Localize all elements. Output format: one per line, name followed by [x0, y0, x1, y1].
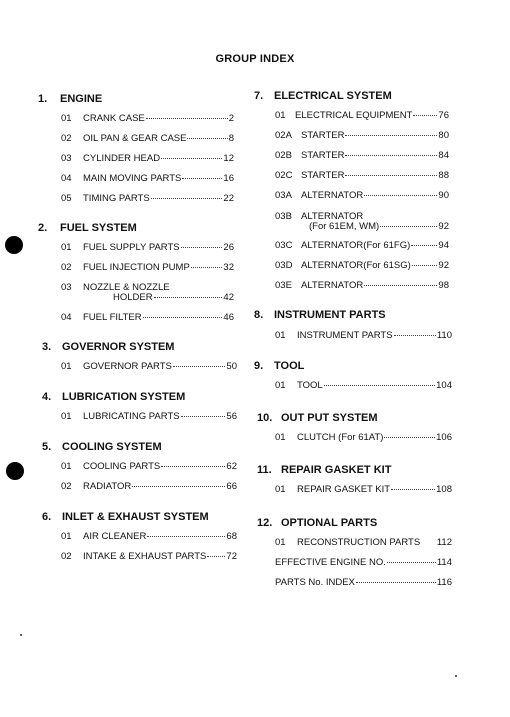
speck-mark — [455, 675, 457, 677]
index-entry-line2[interactable]: HOLDER 42 — [113, 292, 234, 303]
index-entry[interactable]: PARTS No. INDEX 116 — [275, 577, 452, 588]
section-heading: 6. INLET & EXHAUST SYSTEM — [42, 511, 209, 523]
index-entry[interactable]: 03 CYLINDER HEAD 12 — [61, 153, 234, 164]
index-entry[interactable]: 02 OIL PAN & GEAR CASE 8 — [61, 133, 234, 144]
index-entry[interactable]: 01 RECONSTRUCTION PARTS 112 — [275, 537, 452, 548]
index-entry[interactable]: 01 CLUTCH (For 61AT) 106 — [275, 432, 452, 443]
index-entry[interactable]: 03C ALTERNATOR(For 61FG) 94 — [275, 240, 449, 251]
index-entry[interactable]: 03E ALTERNATOR 98 — [275, 280, 449, 291]
index-entry[interactable]: 02 RADIATOR 66 — [61, 481, 237, 492]
section-heading: 2. FUEL SYSTEM — [38, 222, 137, 234]
index-entry[interactable]: 02 FUEL INJECTION PUMP 32 — [61, 262, 234, 273]
index-entry[interactable]: 05 TIMING PARTS 22 — [61, 193, 234, 204]
index-entry[interactable]: 01 TOOL 104 — [275, 380, 452, 391]
binder-hole-bottom — [6, 462, 24, 480]
index-entry[interactable]: 02B STARTER 84 — [275, 150, 449, 161]
index-entry[interactable]: 04 FUEL FILTER 46 — [61, 312, 234, 323]
index-entry[interactable]: 01 AIR CLEANER 68 — [61, 531, 237, 542]
index-entry[interactable]: 01 GOVERNOR PARTS 50 — [61, 361, 237, 372]
index-entry[interactable]: 01 CRANK CASE 2 — [61, 113, 234, 124]
section-heading: 12. OPTIONAL PARTS — [257, 517, 378, 529]
index-entry[interactable]: 01 COOLING PARTS 62 — [61, 461, 237, 472]
index-entry[interactable]: 03A ALTERNATOR 90 — [275, 190, 449, 201]
index-entry[interactable]: 01 REPAIR GASKET KIT 108 — [275, 484, 452, 495]
index-entry[interactable]: 04 MAIN MOVING PARTS 16 — [61, 173, 234, 184]
section-heading: 7. ELECTRICAL SYSTEM — [254, 90, 392, 102]
index-entry[interactable]: 02A STARTER 80 — [275, 130, 449, 141]
index-entry[interactable]: 01 LUBRICATING PARTS 56 — [61, 411, 237, 422]
index-entry-line2[interactable]: (For 61EM, WM) 92 — [309, 221, 449, 232]
index-entry-line1[interactable]: 03 NOZZLE & NOZZLE — [61, 282, 170, 293]
index-entry[interactable]: 01 ELECTRICAL EQUIPMENT 76 — [275, 110, 449, 121]
page-title: GROUP INDEX — [215, 53, 295, 65]
section-heading: 9. TOOL — [254, 360, 305, 372]
index-entry-line1[interactable]: 03B ALTERNATOR — [275, 211, 364, 222]
index-entry[interactable]: 02C STARTER 88 — [275, 170, 449, 181]
index-entry[interactable]: 03D ALTERNATOR(For 61SG) 92 — [275, 260, 449, 271]
section-heading: 10. OUT PUT SYSTEM — [257, 412, 378, 424]
index-entry[interactable]: 02 INTAKE & EXHAUST PARTS 72 — [61, 551, 237, 562]
section-heading: 11. REPAIR GASKET KIT — [257, 464, 392, 476]
index-entry[interactable]: EFFECTIVE ENGINE NO. 114 — [275, 557, 452, 568]
section-heading: 8. INSTRUMENT PARTS — [254, 309, 386, 321]
index-entry[interactable]: 01 INSTRUMENT PARTS 110 — [275, 330, 452, 341]
speck-mark — [20, 634, 22, 636]
binder-hole-top — [5, 236, 23, 254]
section-heading: 4. LUBRICATION SYSTEM — [42, 391, 186, 403]
section-heading: 1. ENGINE — [38, 93, 103, 105]
section-heading: 3. GOVERNOR SYSTEM — [42, 341, 175, 353]
section-heading: 5. COOLING SYSTEM — [42, 441, 162, 453]
index-entry[interactable]: 01 FUEL SUPPLY PARTS 26 — [61, 242, 234, 253]
